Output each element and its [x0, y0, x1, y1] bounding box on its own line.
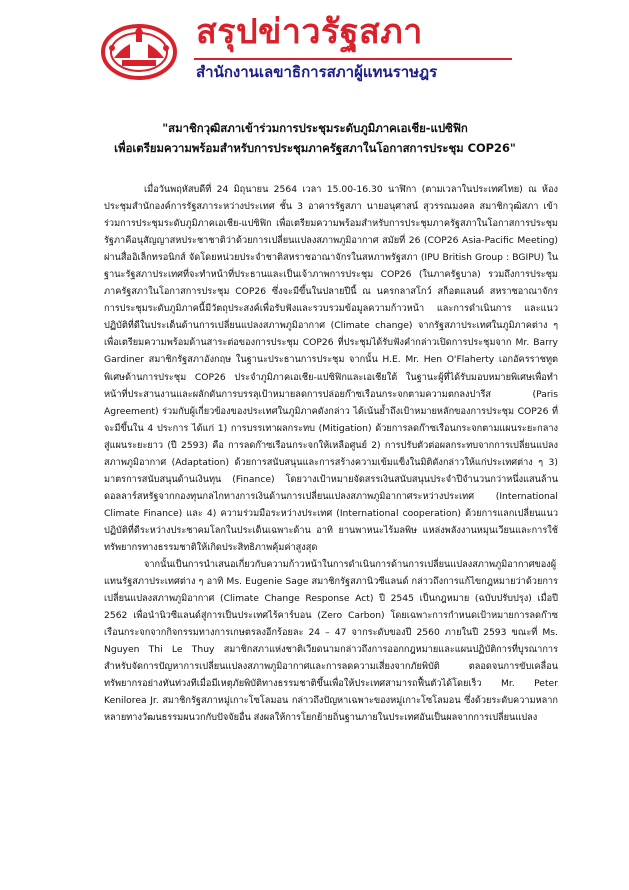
headline-line-1: "สมาชิกวุฒิสภาเข้าร่วมการประชุมระดับภูมิภาคเอเชีย-แปซิฟิก [162, 121, 468, 135]
headline-line-2: เพื่อเตรียมความพร้อมสำหรับการประชุมภาครัฐสภาในโอกาสการประชุม COP26" [114, 141, 516, 155]
paragraph-2-text: จากนั้นเป็นการนำเสนอเกี่ยวกับความก้าวหน้าในการดำเนินการด้านการเปลี่ยนแปลงสภาพภูมิอากาศของผู้แทนรัฐสภาประเทศต่าง ๆ อาทิ Ms. Eugenie Sage สมาชิกรัฐสภานิวซีแลนด์ กล่าวถึงการแก้ไขกฎหมายว่าด้วยการเปลี่ยนแปลงสภาพภูมิอากาศ (Climate Change Response Act) ปี 2545 เป็นกฎหมาย (ฉบับปรับปรุง) เมื่อปี 2562 เพื่อนำนิวซีแลนด์สู่การเป็นประเทศไร้คาร์บอน (Zero Carbon) โดยเฉพาะการกำหนดเป้าหมายการลดก๊าซเรือนกระจกจากกิจกรรมทางการเกษตรลงอีกร้อยละ 24 – 47 จากระดับของปี 2560 ภายในปี 2593 ขณะที่ Ms. Nguyen Thi Le Thuy สมาชิกสภาแห่งชาติเวียดนามกล่าวถึงการออกกฎหมายและแผนปฏิบัติการที่บูรณาการสำหรับจัดการปัญหาการเปลี่ยนแปลงสภาพภูมิอากาศและการลดความเสี่ยงจากภัยพิบัติ ตลอดจนการขับเคลื่อนทรัพยากรอย่างทันท่วงทีเมื่อมีเหตุภัยพิบัติทางธรรมชาติขึ้นเพื่อให้ประเทศสามารถฟื้นตัวได้โดยเร็ว Mr. Peter Kenilorea Jr. สมาชิกรัฐสภาหมู่เกาะโซโลมอน กล่าวถึงปัญหาเฉพาะของหมู่เกาะโซโลมอน ซึ่งด้วยระดับความหลากหลายทางวัฒนธรรมผนวกกับปัจจัยอื่น ส่งผลให้การโยกย้ายถิ่นฐานภายในประเทศอันเป็นผลจากการเปลี่ยนแปลง [104, 559, 558, 724]
article-body [104, 181, 558, 727]
bulletin-title: สรุปข่าวรัฐสภา [196, 12, 423, 52]
title-divider [194, 58, 512, 60]
document-header [0, 0, 629, 92]
parliament-emblem-icon [100, 18, 178, 80]
article-paragraph-1 [104, 181, 558, 556]
bulletin-subtitle: สำนักงานเลขาธิการสภาผู้แทนราษฎร [196, 63, 438, 81]
article-paragraph-2 [104, 556, 558, 726]
paragraph-1-text: เมื่อวันพฤหัสบดีที่ 24 มิถุนายน 2564 เวลา 15.00-16.30 นาฬิกา (ตามเวลาในประเทศไทย) ณ ห้องประชุมสำนักองค์การรัฐสภาระหว่างประเทศ ชั้น 3 อาคารรัฐสภา นายอนุศาสน์ สุวรรณมงคล สมาชิกวุฒิสภา เข้าร่วมการประชุมระดับภูมิภาคเอเชีย-แปซิฟิก เพื่อเตรียมความพร้อมสำหรับการประชุมภาครัฐสภาในโอกาสการประชุมรัฐภาคีอนุสัญญาสหประชาชาติว่าด้วยการเปลี่ยนแปลงสภาพภูมิอากาศ สมัยที่ 26 (COP26 Asia-Pacific Meeting) ผ่านสื่ออิเล็กทรอนิกส์ จัดโดยหน่วยประจำชาติสหราชอาณาจักรในสหภาพรัฐสภา (IPU British Group : BGIPU) ในฐานะรัฐสภาประเทศที่จะทำหน้าที่ประธานและเป็นเจ้าภาพการประชุม COP26 (ในภาครัฐบาล) รวมถึงการประชุมภาครัฐสภาในโอกาสการประชุม COP26 ซึ่งจะมีขึ้นในปลายปีนี้ ณ นครกลาสโกว์ สก็อตแลนด์ สหราชอาณาจักร การประชุมระดับภูมิภาคนี้มีวัตถุประสงค์เพื่อรับฟังและรวบรวมข้อมูลความก้าวหน้า และการดำเนินการ และแนวปฏิบัติที่ดีในประเด็นด้านการเปลี่ยนแปลงสภาพภูมิอากาศ (Climate change) จากรัฐสภาประเทศในภูมิภาคต่าง ๆ เพื่อเตรียมความพร้อมด้านสาระต่อของการประชุม COP26 ที่ประชุมได้รับฟังคำกล่าวเปิดการประชุมจาก Mr. Barry Gardiner สมาชิกรัฐสภาอังกฤษ ในฐานะประธานการประชุม จากนั้น H.E. Mr. Hen O'Flaherty เอกอัครราชทูตพิเศษด้านการประชุม COP26 ประจำภูมิภาคเอเชีย-แปซิฟิกและเอเชียใต้ ในฐานะผู้ที่ได้รับมอบหมายพิเศษเพื่อทำหน้าที่ประสานงานและผลักดันการบรรลุเป้าหมายลดการปล่อยก๊าซเรือนกระจกตามความตกลงปารีส (Paris Agreement) ร่วมกับผู้เกี่ยวข้องของประเทศในภูมิภาคดังกล่าว ได้เน้นย้ำถึงเป้าหมายหลักของการประชุม COP26 ที่จะมีขึ้นใน 4 ประการ ได้แก่ 1) การบรรเทาผลกระทบ (Mitigation) ด้วยการลดก๊าซเรือนกระจกตามแผนระยะกลางสู่แผนระยะยาว (ปี 2593) คือ การลดก๊าซเรือนกระจกให้เหลือศูนย์ 2) การปรับตัวต่อผลกระทบจากการเปลี่ยนแปลงสภาพภูมิอากาศ (Adaptation) ด้วยการสนับสนุนและการสร้างความเข้มแข็งในมิติดังกล่าวให้แก่ประเทศต่าง ๆ 3) มาตรการสนับสนุนด้านเงินทุน (Finance) โดยวางเป้าหมายจัดสรรเงินสนับสนุนประจำปีจำนวนกว่าหนึ่งแสนล้านดอลลาร์สหรัฐจากกองทุนกลไกทางการเงินด้านการเปลี่ยนแปลงสภาพภูมิอากาศระหว่างประเทศ (International Climate Finance) และ 4) ความร่วมมือระหว่างประเทศ (International cooperation) ด้วยการแลกเปลี่ยนแนวปฏิบัติที่ดีระหว่างประชาคมโลกในประเด็นเฉพาะด้าน อาทิ ยานพาหนะไร้มลพิษ แหล่งพลังงานหมุนเวียนและการใช้ทรัพยากรทางธรรมชาติให้เกิดประสิทธิภาพคุ้มค่าสูงสุด [104, 184, 558, 553]
news-headline [60, 118, 570, 158]
